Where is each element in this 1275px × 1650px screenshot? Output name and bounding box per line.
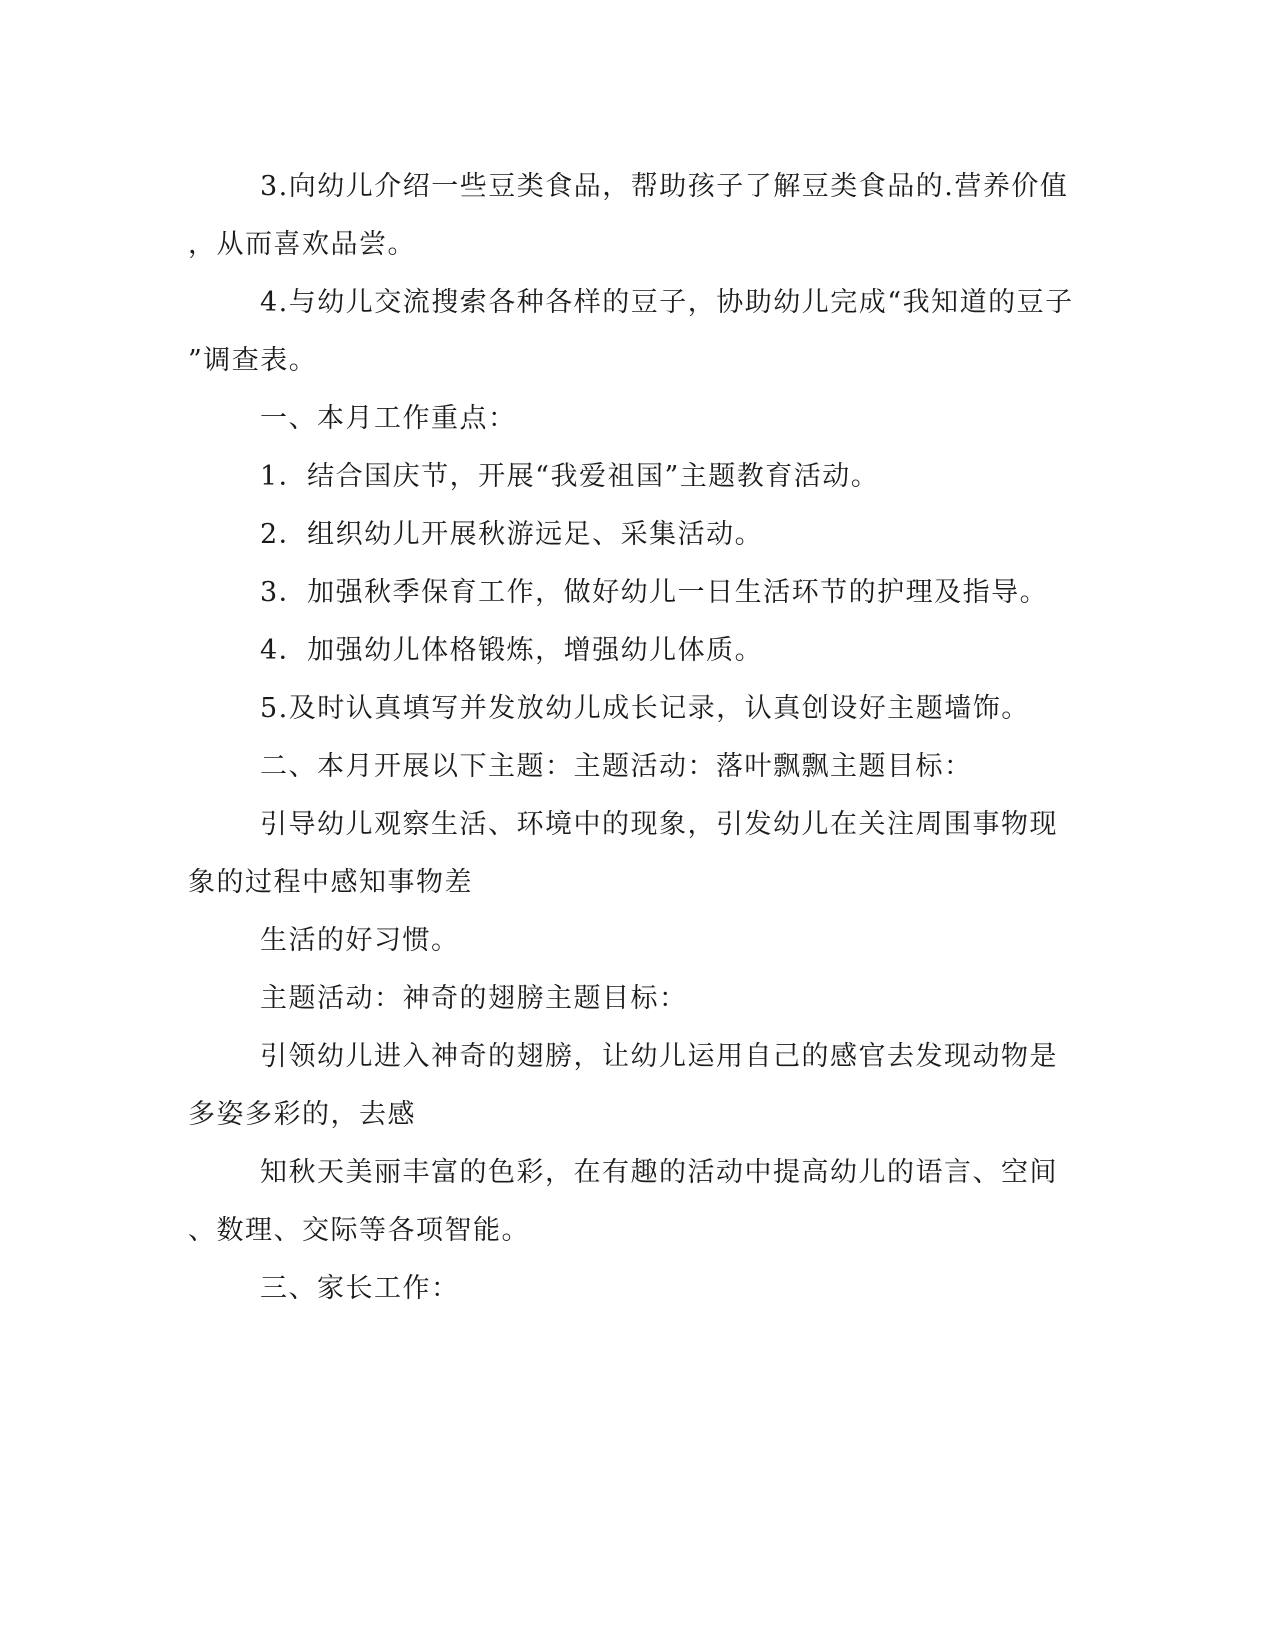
text-line: 多姿多彩的，去感: [188, 1099, 416, 1130]
text-line: 、数理、交际等各项智能。: [188, 1215, 530, 1246]
list-item: 4．加强幼儿体格锻炼，增强幼儿体质。: [260, 635, 764, 666]
section-heading: 一、本月工作重点：: [260, 403, 517, 434]
text-line: 引领幼儿进入神奇的翅膀，让幼儿运用自己的感官去发现动物是: [260, 1041, 1058, 1072]
list-item: 3．加强秋季保育工作，做好幼儿一日生活环节的护理及指导。: [260, 577, 1049, 608]
text-line: 象的过程中感知事物差: [188, 867, 473, 898]
list-item: 2．组织幼儿开展秋游远足、采集活动。: [260, 519, 764, 550]
subheading: 主题活动：神奇的翅膀主题目标：: [260, 983, 688, 1014]
list-item: 5.及时认真填写并发放幼儿成长记录，认真创设好主题墙饰。: [260, 693, 1030, 724]
section-heading: 三、家长工作：: [260, 1273, 460, 1304]
list-item: 1．结合国庆节，开展“我爱祖国”主题教育活动。: [260, 461, 880, 492]
section-heading: 二、本月开展以下主题：主题活动：落叶飘飘主题目标：: [260, 751, 973, 782]
document-body: [188, 158, 1074, 1318]
text-line: ”调查表。: [188, 345, 318, 376]
text-line: 3.向幼儿介绍一些豆类食品，帮助孩子了解豆类食品的.营养价值: [260, 171, 1069, 202]
text-line: 引导幼儿观察生活、环境中的现象，引发幼儿在关注周围事物现: [260, 809, 1058, 840]
text-line: 知秋天美丽丰富的色彩，在有趣的活动中提高幼儿的语言、空间: [260, 1157, 1058, 1188]
text-line: 4.与幼儿交流搜索各种各样的豆子，协助幼儿完成“我知道的豆子: [260, 287, 1074, 318]
text-line: 生活的好习惯。: [260, 925, 460, 956]
text-line: ，从而喜欢品尝。: [188, 229, 416, 260]
